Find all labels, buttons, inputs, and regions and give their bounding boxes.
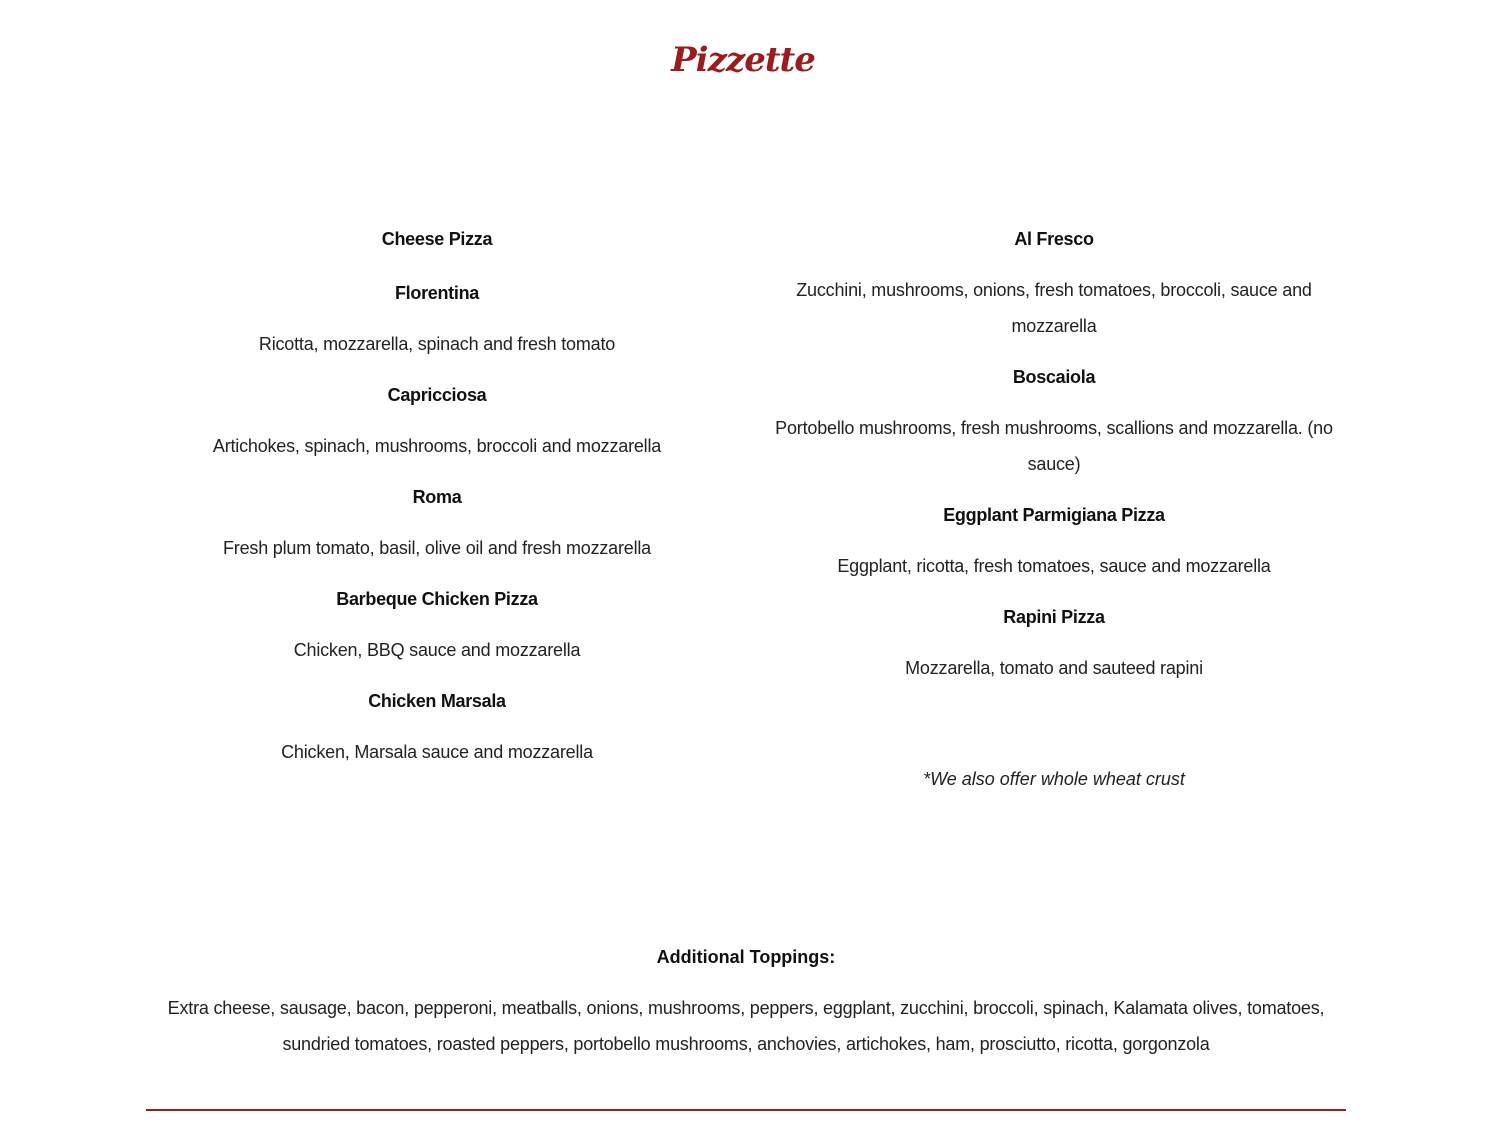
menu-item-name: Roma — [412, 487, 462, 507]
menu-item-description: Portobello mushrooms, fresh mushrooms, scallions and mozzarella. (no sauce) — [775, 418, 1333, 474]
menu-item-name: Rapini Pizza — [1003, 607, 1105, 627]
menu-item-name: Chicken Marsala — [368, 691, 506, 711]
additional-toppings-section — [146, 942, 1346, 1062]
menu-item-description: Chicken, BBQ sauce and mozzarella — [293, 640, 581, 660]
toppings-list: Extra cheese, sausage, bacon, pepperoni, meatballs, onions, mushrooms, peppers, eggplant, zucchini, broccoli, spinach, Kalamata olives, tomatoes, sundried tomatoes, roasted peppers, portobello mushrooms, anchovies, artichokes, ham, prosciutto, ricotta, gorgonzola — [167, 998, 1325, 1054]
menu-item-name: Cheese Pizza — [381, 229, 493, 249]
menu-item-description: Eggplant, ricotta, fresh tomatoes, sauce and mozzarella — [837, 556, 1271, 576]
page-title: Pizzette — [671, 40, 815, 80]
menu-item-description: Chicken, Marsala sauce and mozzarella — [281, 742, 593, 762]
menu-column-right — [762, 224, 1346, 794]
toppings-title: Additional Toppings: — [656, 947, 836, 967]
footer-divider — [146, 1109, 1346, 1111]
menu-item-description: Fresh plum tomato, basil, olive oil and fresh mozzarella — [223, 538, 651, 558]
menu-item-name: Capricciosa — [387, 385, 487, 405]
menu-item-description: Mozzarella, tomato and sauteed rapini — [905, 658, 1203, 678]
menu-item-name: Eggplant Parmigiana Pizza — [943, 505, 1165, 525]
menu-item-name: Boscaiola — [1012, 367, 1096, 387]
whole-wheat-note: *We also offer whole wheat crust — [923, 769, 1185, 789]
menu-item-description: Artichokes, spinach, mushrooms, broccoli and mozzarella — [212, 436, 662, 456]
menu-item-name: Barbeque Chicken Pizza — [336, 589, 538, 609]
menu-item-description: Ricotta, mozzarella, spinach and fresh tomato — [258, 334, 616, 354]
menu-item-name: Al Fresco — [1014, 229, 1094, 249]
menu-item-description: Zucchini, mushrooms, onions, fresh tomatoes, broccoli, sauce and mozzarella — [796, 280, 1312, 336]
menu-item-name: Florentina — [394, 283, 479, 303]
menu-column-left — [190, 224, 684, 788]
